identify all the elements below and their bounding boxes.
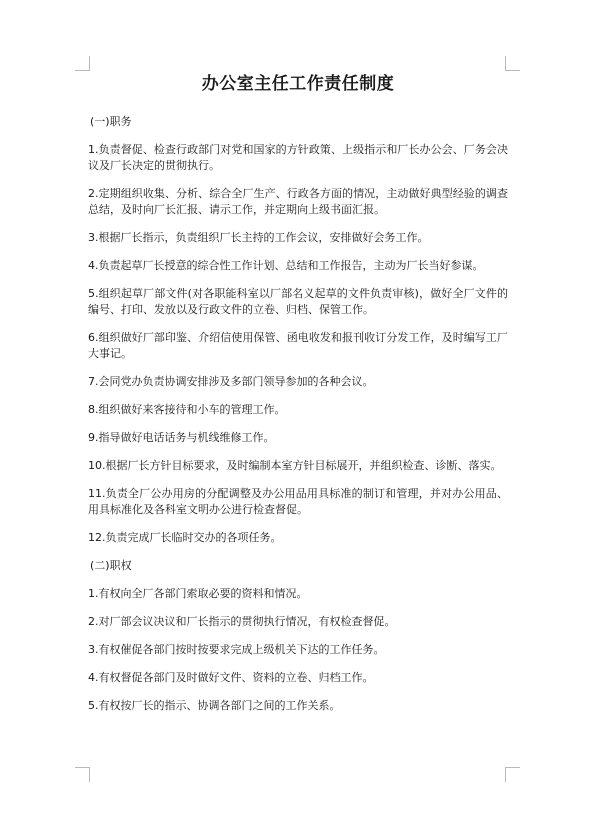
list-item: 7.会同党办负责协调安排涉及多部门领导参加的各种会议。 xyxy=(88,375,374,388)
document-body xyxy=(88,72,508,726)
list-item: 12.负责完成厂长临时交办的各项任务。 xyxy=(88,531,282,544)
section-heading: (二)职权 xyxy=(90,559,132,572)
list-item: 5.有权按厂长的指示、协调各部门之间的工作关系。 xyxy=(88,699,341,712)
crop-mark-top-right xyxy=(505,56,520,71)
crop-mark-top-left xyxy=(75,56,90,71)
list-item: 10.根据厂长方针目标要求，及时编制本室方针目标展开，并组织检查、诊断、落实。 xyxy=(88,459,502,472)
crop-mark-bottom-left xyxy=(75,767,90,782)
section-duties xyxy=(88,114,508,546)
list-item: 11.负责全厂公办用房的分配调整及办公用品用具标准的制订和管理，并对办公用品、用具标准化及各科室文明办公进行检查督促。 xyxy=(88,487,508,516)
list-item: 9.指导做好电话话务与机线维修工作。 xyxy=(88,431,275,444)
list-item: 8.组织做好来客接待和小车的管理工作。 xyxy=(88,403,286,416)
list-item: 4.负责起草厂长授意的综合性工作计划、总结和工作报告，主动为厂长当好参谋。 xyxy=(88,259,484,272)
list-item: 3.根据厂长指示，负责组织厂长主持的工作会议，安排做好会务工作。 xyxy=(88,231,429,244)
list-item: 2.定期组织收集、分析、综合全厂生产、行政各方面的情况，主动做好典型经验的调查总结，及时向厂长汇报、请示工作，并定期向上级书面汇报。 xyxy=(88,187,508,216)
document-title: 办公室主任工作责任制度 xyxy=(201,74,395,94)
list-item: 5.组织起草厂部文件(对各职能科室以厂部名义起草的文件负责审核)，做好全厂文件的编号、打印、发放以及行政文件的立卷、归档、保管工作。 xyxy=(88,287,508,316)
list-item: 1.有权向全厂各部门索取必要的资料和情况。 xyxy=(88,587,308,600)
list-item: 1.负责督促、检查行政部门对党和国家的方针政策、上级指示和厂长办公会、厂务会决议及厂长决定的贯彻执行。 xyxy=(88,143,508,172)
list-item: 6.组织做好厂部印鉴、介绍信使用保管、函电收发和报刊收订分发工作，及时编写工厂大事记。 xyxy=(88,331,508,360)
crop-mark-bottom-right xyxy=(505,767,520,782)
list-item: 3.有权催促各部门按时按要求完成上级机关下达的工作任务。 xyxy=(88,643,385,656)
list-item: 2.对厂部会议决议和厂长指示的贯彻执行情况，有权检查督促。 xyxy=(88,615,396,628)
section-heading: (一)职务 xyxy=(90,115,132,128)
section-authority xyxy=(88,558,508,714)
list-item: 4.有权督促各部门及时做好文件、资料的立卷、归档工作。 xyxy=(88,671,374,684)
